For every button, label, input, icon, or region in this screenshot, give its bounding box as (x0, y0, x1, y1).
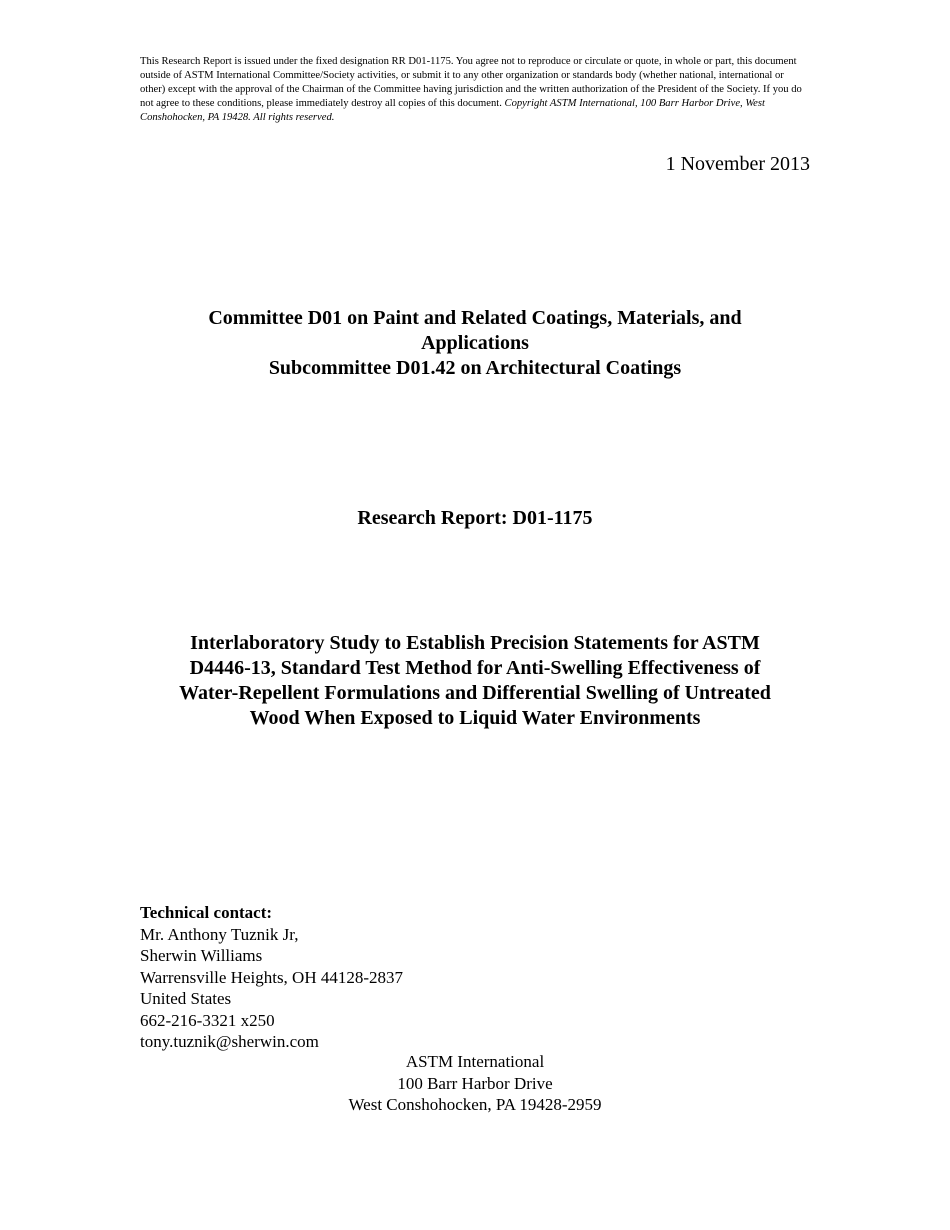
contact-name: Mr. Anthony Tuznik Jr, (140, 924, 299, 944)
title-line-2: D4446-13, Standard Test Method for Anti-Swelling Effectiveness of (189, 657, 761, 679)
copyright-notice (140, 55, 810, 125)
title-line-3: Water-Repellent Formulations and Differential Swelling of Untreated (179, 682, 771, 704)
title-line-4: Wood When Exposed to Liquid Water Environments (249, 707, 701, 729)
report-title (140, 631, 810, 731)
contact-label: Technical contact: (140, 903, 273, 922)
astm-address (140, 1051, 810, 1116)
report-date: 1 November 2013 (665, 153, 810, 175)
contact-phone: 662-216-3321 x250 (140, 1010, 275, 1030)
committee-line-2: Applications (421, 332, 529, 354)
notice-text: This Research Report is issued under the fixed designation RR D01-1175. You agree not to reproduce or circulate or quote, in whole or part, this document outside of ASTM International Committee/Society activities, or submit it to any other organization or standards body (whether national, international or other) except with the approval of the Chairman of the Committee having jurisdiction and the written authorization of the President of the Society. If you do not agree to these conditions, please immediately destroy all copies of this document. (140, 56, 802, 109)
astm-street: 100 Barr Harbor Drive (397, 1073, 553, 1093)
committee-heading (140, 306, 810, 381)
contact-company: Sherwin Williams (140, 946, 263, 965)
technical-contact (140, 902, 403, 1053)
subcommittee-line: Subcommittee D01.42 on Architectural Coatings (268, 357, 682, 379)
research-report-id: Research Report: D01-1175 (357, 507, 593, 529)
notice-copyright: Copyright ASTM International, 100 Barr Harbor Drive, West Conshohocken, PA 19428. All rights reserved. (140, 98, 765, 123)
title-line-1: Interlaboratory Study to Establish Precision Statements for ASTM (190, 632, 760, 654)
contact-city: Warrensville Heights, OH 44128-2837 (140, 967, 404, 987)
contact-country: United States (140, 989, 232, 1008)
committee-line-1: Committee D01 on Paint and Related Coatings, Materials, and (208, 307, 742, 329)
astm-city: West Conshohocken, PA 19428-2959 (348, 1095, 602, 1114)
astm-name: ASTM International (405, 1052, 545, 1071)
contact-email: tony.tuznik@sherwin.com (140, 1032, 319, 1051)
